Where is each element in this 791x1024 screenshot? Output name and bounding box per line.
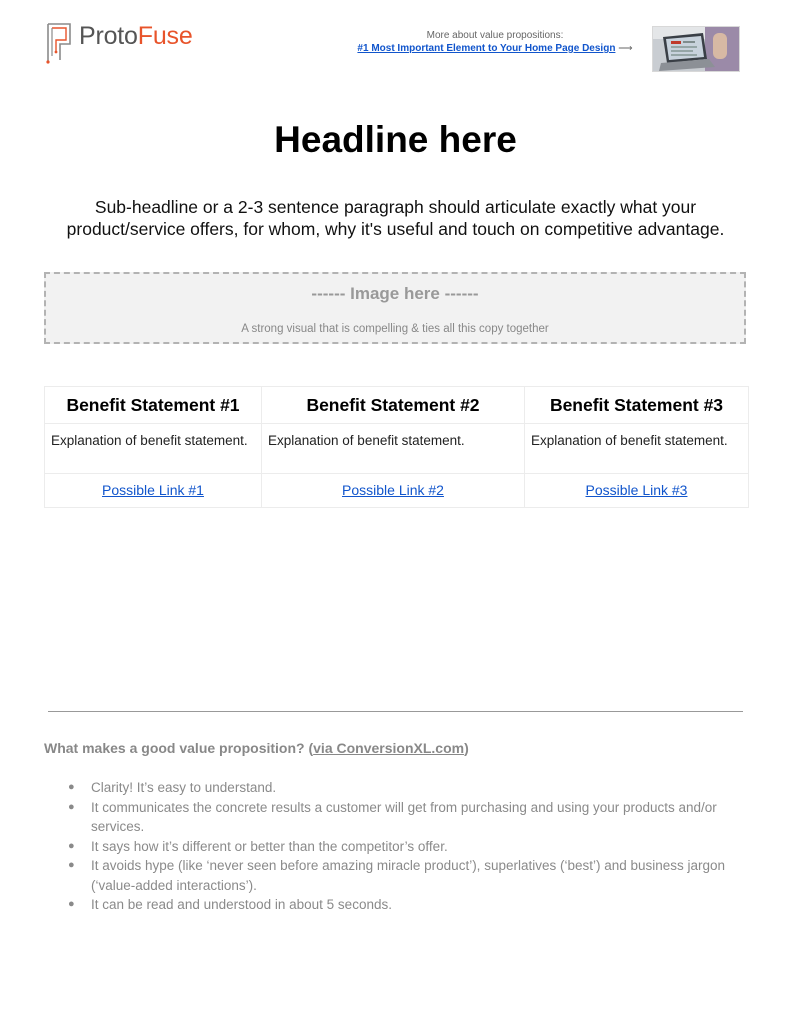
promo-block <box>340 30 650 55</box>
benefits-link-row <box>45 474 749 508</box>
logo-wordmark <box>79 22 193 50</box>
benefits-description-row <box>45 424 749 474</box>
list-item <box>68 837 731 857</box>
value-prop-heading-text: What makes a good value proposition? ( <box>44 740 314 756</box>
list-item <box>68 895 731 915</box>
benefits-title-row <box>45 387 749 424</box>
image-placeholder-title: ------ Image here ------ <box>311 284 479 303</box>
bullet-icon: ● <box>68 898 75 910</box>
protofuse-logo[interactable] <box>46 22 193 66</box>
benefit-link-cell-3 <box>525 474 749 508</box>
value-prop-heading-close: ) <box>464 740 469 756</box>
list-item <box>68 778 731 798</box>
conversionxl-link[interactable]: via ConversionXL.com <box>313 740 465 756</box>
section-divider <box>48 711 743 712</box>
protofuse-logo-icon <box>46 22 72 64</box>
benefit-link-cell-2 <box>262 474 525 508</box>
page-subheadline: Sub-headline or a 2-3 sentence paragraph should articulate exactly what your product/service offers, for whom, why it's useful and touch on competitive advantage. <box>66 197 725 239</box>
laptop-photo-icon <box>653 27 739 71</box>
bullet-icon: ● <box>68 839 75 852</box>
benefits-table <box>44 386 749 508</box>
bullet-icon: ● <box>68 800 75 813</box>
page-headline: Headline here <box>274 119 517 160</box>
benefit-title-2: Benefit Statement #2 <box>262 387 525 424</box>
promo-label: More about value propositions: <box>426 30 564 41</box>
promo-link-line <box>340 43 650 55</box>
value-prop-list <box>68 778 731 915</box>
logo-proto-text: Proto <box>79 22 138 50</box>
arrow-right-icon: ⟶ <box>618 43 633 54</box>
list-item-text: It can be read and understood in about 5 seconds. <box>91 897 392 912</box>
bullet-icon: ● <box>68 859 75 871</box>
image-placeholder <box>44 272 746 344</box>
list-item-text: Clarity! It’s easy to understand. <box>91 780 277 795</box>
benefit-description-1: Explanation of benefit statement. <box>45 424 262 474</box>
benefit-link-2[interactable]: Possible Link #2 <box>342 482 444 498</box>
logo-fuse-text: Fuse <box>137 22 193 50</box>
benefit-link-1[interactable]: Possible Link #1 <box>102 482 204 498</box>
list-item <box>68 856 731 895</box>
benefit-title-1: Benefit Statement #1 <box>45 387 262 424</box>
list-item-text: It avoids hype (like ‘never seen before amazing miracle product’), superlatives (‘best’) and business jargon (‘value-added interactions’). <box>91 858 726 893</box>
list-item <box>68 798 731 837</box>
list-item-text: It communicates the concrete results a customer will get from purchasing and using your products and/or services. <box>91 799 717 834</box>
image-placeholder-caption: A strong visual that is compelling & ties all this copy together <box>241 323 549 335</box>
benefit-description-3: Explanation of benefit statement. <box>525 424 749 474</box>
list-item-text: It says how it’s different or better than the competitor’s offer. <box>91 838 448 854</box>
benefit-description-2: Explanation of benefit statement. <box>262 424 525 474</box>
benefit-title-3: Benefit Statement #3 <box>525 387 749 424</box>
promo-article-link[interactable]: #1 Most Important Element to Your Home Page Design <box>357 43 616 54</box>
bullet-icon: ● <box>68 781 75 793</box>
benefit-link-3[interactable]: Possible Link #3 <box>585 482 688 498</box>
promo-thumbnail[interactable] <box>652 26 740 72</box>
benefit-link-cell-1 <box>45 474 262 508</box>
value-prop-heading <box>44 740 469 756</box>
